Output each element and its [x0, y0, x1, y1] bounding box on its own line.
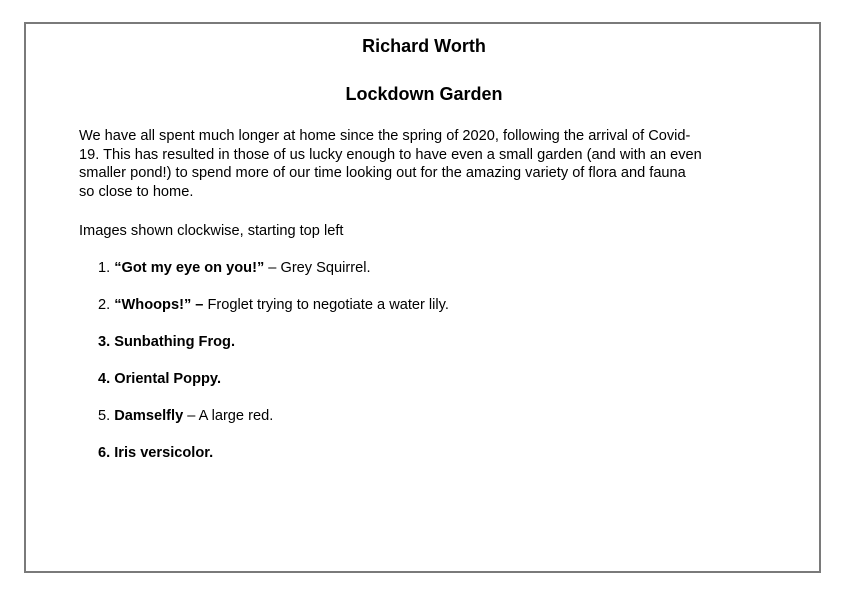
intro-line-3: smaller pond!) to spend more of our time looking out for the amazing variety of flora and fauna	[79, 165, 686, 181]
list-item-title: Iris versicolor.	[114, 445, 214, 461]
intro-line-2: 19. This has resulted in those of us lucky enough to have even a small garden (and with an even	[79, 146, 702, 163]
list-item-description: – A large red.	[183, 408, 274, 424]
list-item	[98, 333, 235, 352]
list-item	[98, 296, 449, 315]
document-title: Lockdown Garden	[345, 84, 503, 104]
list-item-title: Oriental Poppy.	[114, 371, 222, 387]
list-item-number: 2.	[98, 297, 111, 313]
list-item	[98, 444, 213, 463]
list-item-number: 5.	[98, 408, 111, 424]
list-item-number: 3.	[98, 334, 111, 350]
list-item	[98, 259, 371, 278]
list-item-title: “Whoops!” –	[114, 297, 204, 313]
images-intro: Images shown clockwise, starting top left	[79, 223, 344, 239]
intro-line-4: so close to home.	[79, 183, 194, 200]
list-item-description: Froglet trying to negotiate a water lily.	[203, 297, 449, 313]
list-item-description: – Grey Squirrel.	[264, 260, 371, 276]
list-item-number: 6.	[98, 445, 111, 461]
list-item-title: “Got my eye on you!”	[114, 260, 265, 276]
list-item	[98, 407, 273, 426]
intro-line-1: We have all spent much longer at home since the spring of 2020, following the arrival of Covid-	[79, 128, 691, 144]
list-item-title: Sunbathing Frog.	[114, 334, 236, 350]
list-item-title: Damselfly	[114, 408, 184, 424]
intro-paragraph	[79, 127, 779, 201]
author-name: Richard Worth	[362, 36, 486, 56]
list-item-number: 4.	[98, 371, 111, 387]
list-item-number: 1.	[98, 260, 111, 276]
list-item	[98, 370, 221, 389]
